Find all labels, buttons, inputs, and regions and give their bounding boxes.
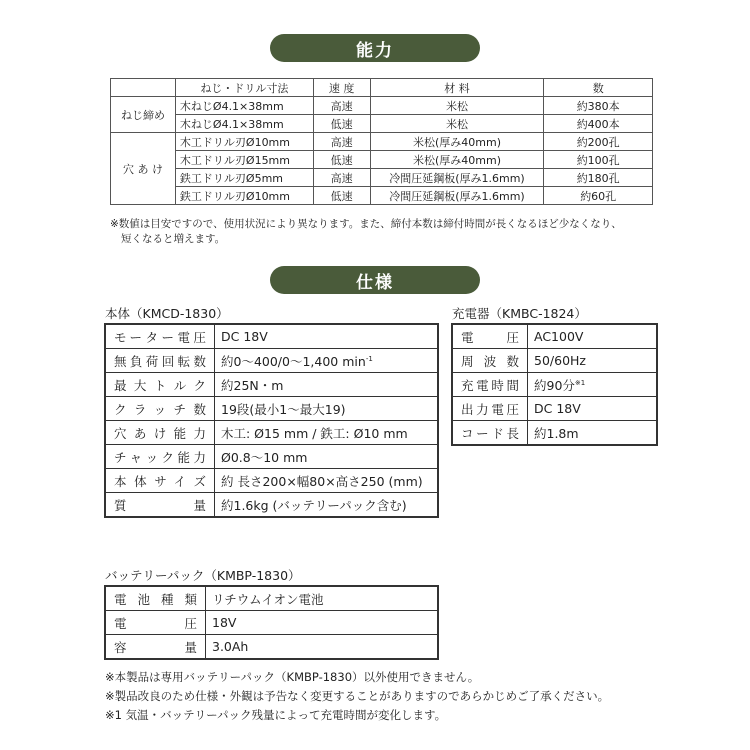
table-row bbox=[106, 445, 438, 469]
ability-header-material: 材 料 bbox=[370, 79, 544, 97]
spec-label: 質量 bbox=[106, 493, 215, 517]
ability-cell: 鉄工ドリル刃Ø5mm bbox=[175, 169, 313, 187]
spec-label: チャック能力 bbox=[106, 445, 215, 469]
table-row bbox=[106, 611, 438, 635]
footer-note: ※本製品は専用バッテリーパック（KMBP-1830）以外使用できません。 bbox=[105, 670, 480, 684]
table-row bbox=[106, 325, 438, 349]
table-row bbox=[111, 169, 653, 187]
ability-cell: 低速 bbox=[313, 151, 370, 169]
footer-note: ※製品改良のため仕様・外観は予告なく変更することがありますのであらかじめご了承ください。 bbox=[105, 689, 610, 703]
ability-cell: 低速 bbox=[313, 187, 370, 205]
ability-category-screw: ねじ締め bbox=[111, 97, 176, 133]
ability-cell: 高速 bbox=[313, 97, 370, 115]
ability-cell: 低速 bbox=[313, 115, 370, 133]
spec-label: クラッチ数 bbox=[106, 397, 215, 421]
spec-label: 電圧 bbox=[106, 611, 206, 635]
spec-value: Ø0.8～10 mm bbox=[215, 445, 438, 469]
table-row bbox=[111, 187, 653, 205]
table-row bbox=[106, 349, 438, 373]
ability-cell: 約400本 bbox=[544, 115, 653, 133]
ability-note-line: ※数値は目安ですので、使用状況により異なります。また、締付本数は締付時間が長くなるほど少なくなり、 bbox=[110, 218, 622, 230]
spec-value: DC 18V bbox=[215, 325, 438, 349]
footer-notes bbox=[105, 668, 609, 725]
ability-cell: 木工ドリル刃Ø15mm bbox=[175, 151, 313, 169]
spec-label: 周波数 bbox=[453, 349, 528, 373]
ability-cell: 米松(厚み40mm) bbox=[370, 133, 544, 151]
spec-value: 3.0Ah bbox=[206, 635, 438, 659]
spec-value: AC100V bbox=[528, 325, 657, 349]
charger-spec-table bbox=[452, 324, 657, 445]
ability-header-count: 数 bbox=[544, 79, 653, 97]
ability-cell: 約60孔 bbox=[544, 187, 653, 205]
ability-cell: 木工ドリル刃Ø10mm bbox=[175, 133, 313, 151]
spec-label: 穴あけ能力 bbox=[106, 421, 215, 445]
ability-cell: 米松 bbox=[370, 115, 544, 133]
ability-table bbox=[110, 78, 653, 205]
spec-label: 本体サイズ bbox=[106, 469, 215, 493]
ability-note-line: 短くなると増えます。 bbox=[121, 233, 226, 245]
table-row bbox=[106, 635, 438, 659]
ability-cell: 高速 bbox=[313, 169, 370, 187]
ability-cell: 冷間圧延鋼板(厚み1.6mm) bbox=[370, 169, 544, 187]
spec-label: コード長 bbox=[453, 421, 528, 445]
table-row bbox=[106, 421, 438, 445]
ability-category-drill: 穴 あ け bbox=[111, 133, 176, 205]
table-row bbox=[106, 587, 438, 611]
table-row bbox=[453, 421, 657, 445]
footer-note: ※1 気温・バッテリーパック残量によって充電時間が変化します。 bbox=[105, 708, 447, 722]
table-row bbox=[453, 349, 657, 373]
battery-spec-heading: バッテリーパック（KMBP-1830） bbox=[105, 568, 301, 583]
spec-value-cell bbox=[215, 349, 438, 373]
ability-cell: 約380本 bbox=[544, 97, 653, 115]
table-row bbox=[106, 493, 438, 517]
ability-cell: 約100孔 bbox=[544, 151, 653, 169]
spec-value: 木工: Ø15 mm / 鉄工: Ø10 mm bbox=[215, 421, 438, 445]
ability-cell: 米松 bbox=[370, 97, 544, 115]
table-row bbox=[111, 133, 653, 151]
ability-header-row bbox=[111, 79, 653, 97]
ability-cell: 約180孔 bbox=[544, 169, 653, 187]
ability-cell: 約200孔 bbox=[544, 133, 653, 151]
spec-value: 約 長さ200×幅80×高さ250 (mm) bbox=[215, 469, 438, 493]
table-row bbox=[106, 469, 438, 493]
spec-title: 仕様 bbox=[270, 266, 480, 294]
spec-value: 19段(最小1～最大19) bbox=[215, 397, 438, 421]
spec-value: 約90分 bbox=[534, 377, 575, 393]
body-spec-heading: 本体（KMCD-1830） bbox=[105, 306, 229, 321]
ability-cell: 高速 bbox=[313, 133, 370, 151]
spec-value: 約0～400/0～1,400 min bbox=[221, 353, 366, 369]
table-row bbox=[111, 97, 653, 115]
spec-value: 約25N・m bbox=[215, 373, 438, 397]
table-row bbox=[111, 115, 653, 133]
ability-cell: 木ねじØ4.1×38mm bbox=[175, 115, 313, 133]
ability-header-size: ねじ・ドリル寸法 bbox=[175, 79, 313, 97]
spec-value: 50/60Hz bbox=[528, 349, 657, 373]
ability-header-speed: 速 度 bbox=[313, 79, 370, 97]
spec-label: 充電時間 bbox=[453, 373, 528, 397]
spec-value-sup: -1 bbox=[365, 354, 373, 363]
spec-value: DC 18V bbox=[528, 397, 657, 421]
body-spec-table bbox=[105, 324, 438, 517]
spec-value: 約1.6kg (バッテリーパック含む) bbox=[215, 493, 438, 517]
ability-cell: 米松(厚み40mm) bbox=[370, 151, 544, 169]
spec-label: 電圧 bbox=[453, 325, 528, 349]
ability-header-empty bbox=[111, 79, 176, 97]
table-row bbox=[453, 373, 657, 397]
table-row bbox=[453, 397, 657, 421]
spec-label: 出力電圧 bbox=[453, 397, 528, 421]
spec-value: リチウムイオン電池 bbox=[206, 587, 438, 611]
table-row bbox=[106, 397, 438, 421]
table-row bbox=[106, 373, 438, 397]
spec-label: モーター電圧 bbox=[106, 325, 215, 349]
spec-label: 無負荷回転数 bbox=[106, 349, 215, 373]
spec-value-sup: ※1 bbox=[574, 378, 586, 387]
charger-spec-heading: 充電器（KMBC-1824） bbox=[452, 306, 587, 321]
ability-cell: 冷間圧延鋼板(厚み1.6mm) bbox=[370, 187, 544, 205]
ability-cell: 木ねじØ4.1×38mm bbox=[175, 97, 313, 115]
ability-note bbox=[110, 217, 622, 247]
spec-label: 最大トルク bbox=[106, 373, 215, 397]
ability-cell: 鉄工ドリル刃Ø10mm bbox=[175, 187, 313, 205]
spec-label: 容量 bbox=[106, 635, 206, 659]
battery-spec-table bbox=[105, 586, 438, 659]
spec-value-cell bbox=[528, 373, 657, 397]
ability-title: 能力 bbox=[270, 34, 480, 62]
spec-label: 電池種類 bbox=[106, 587, 206, 611]
table-row bbox=[453, 325, 657, 349]
spec-value: 18V bbox=[206, 611, 438, 635]
spec-value: 約1.8m bbox=[528, 421, 657, 445]
table-row bbox=[111, 151, 653, 169]
